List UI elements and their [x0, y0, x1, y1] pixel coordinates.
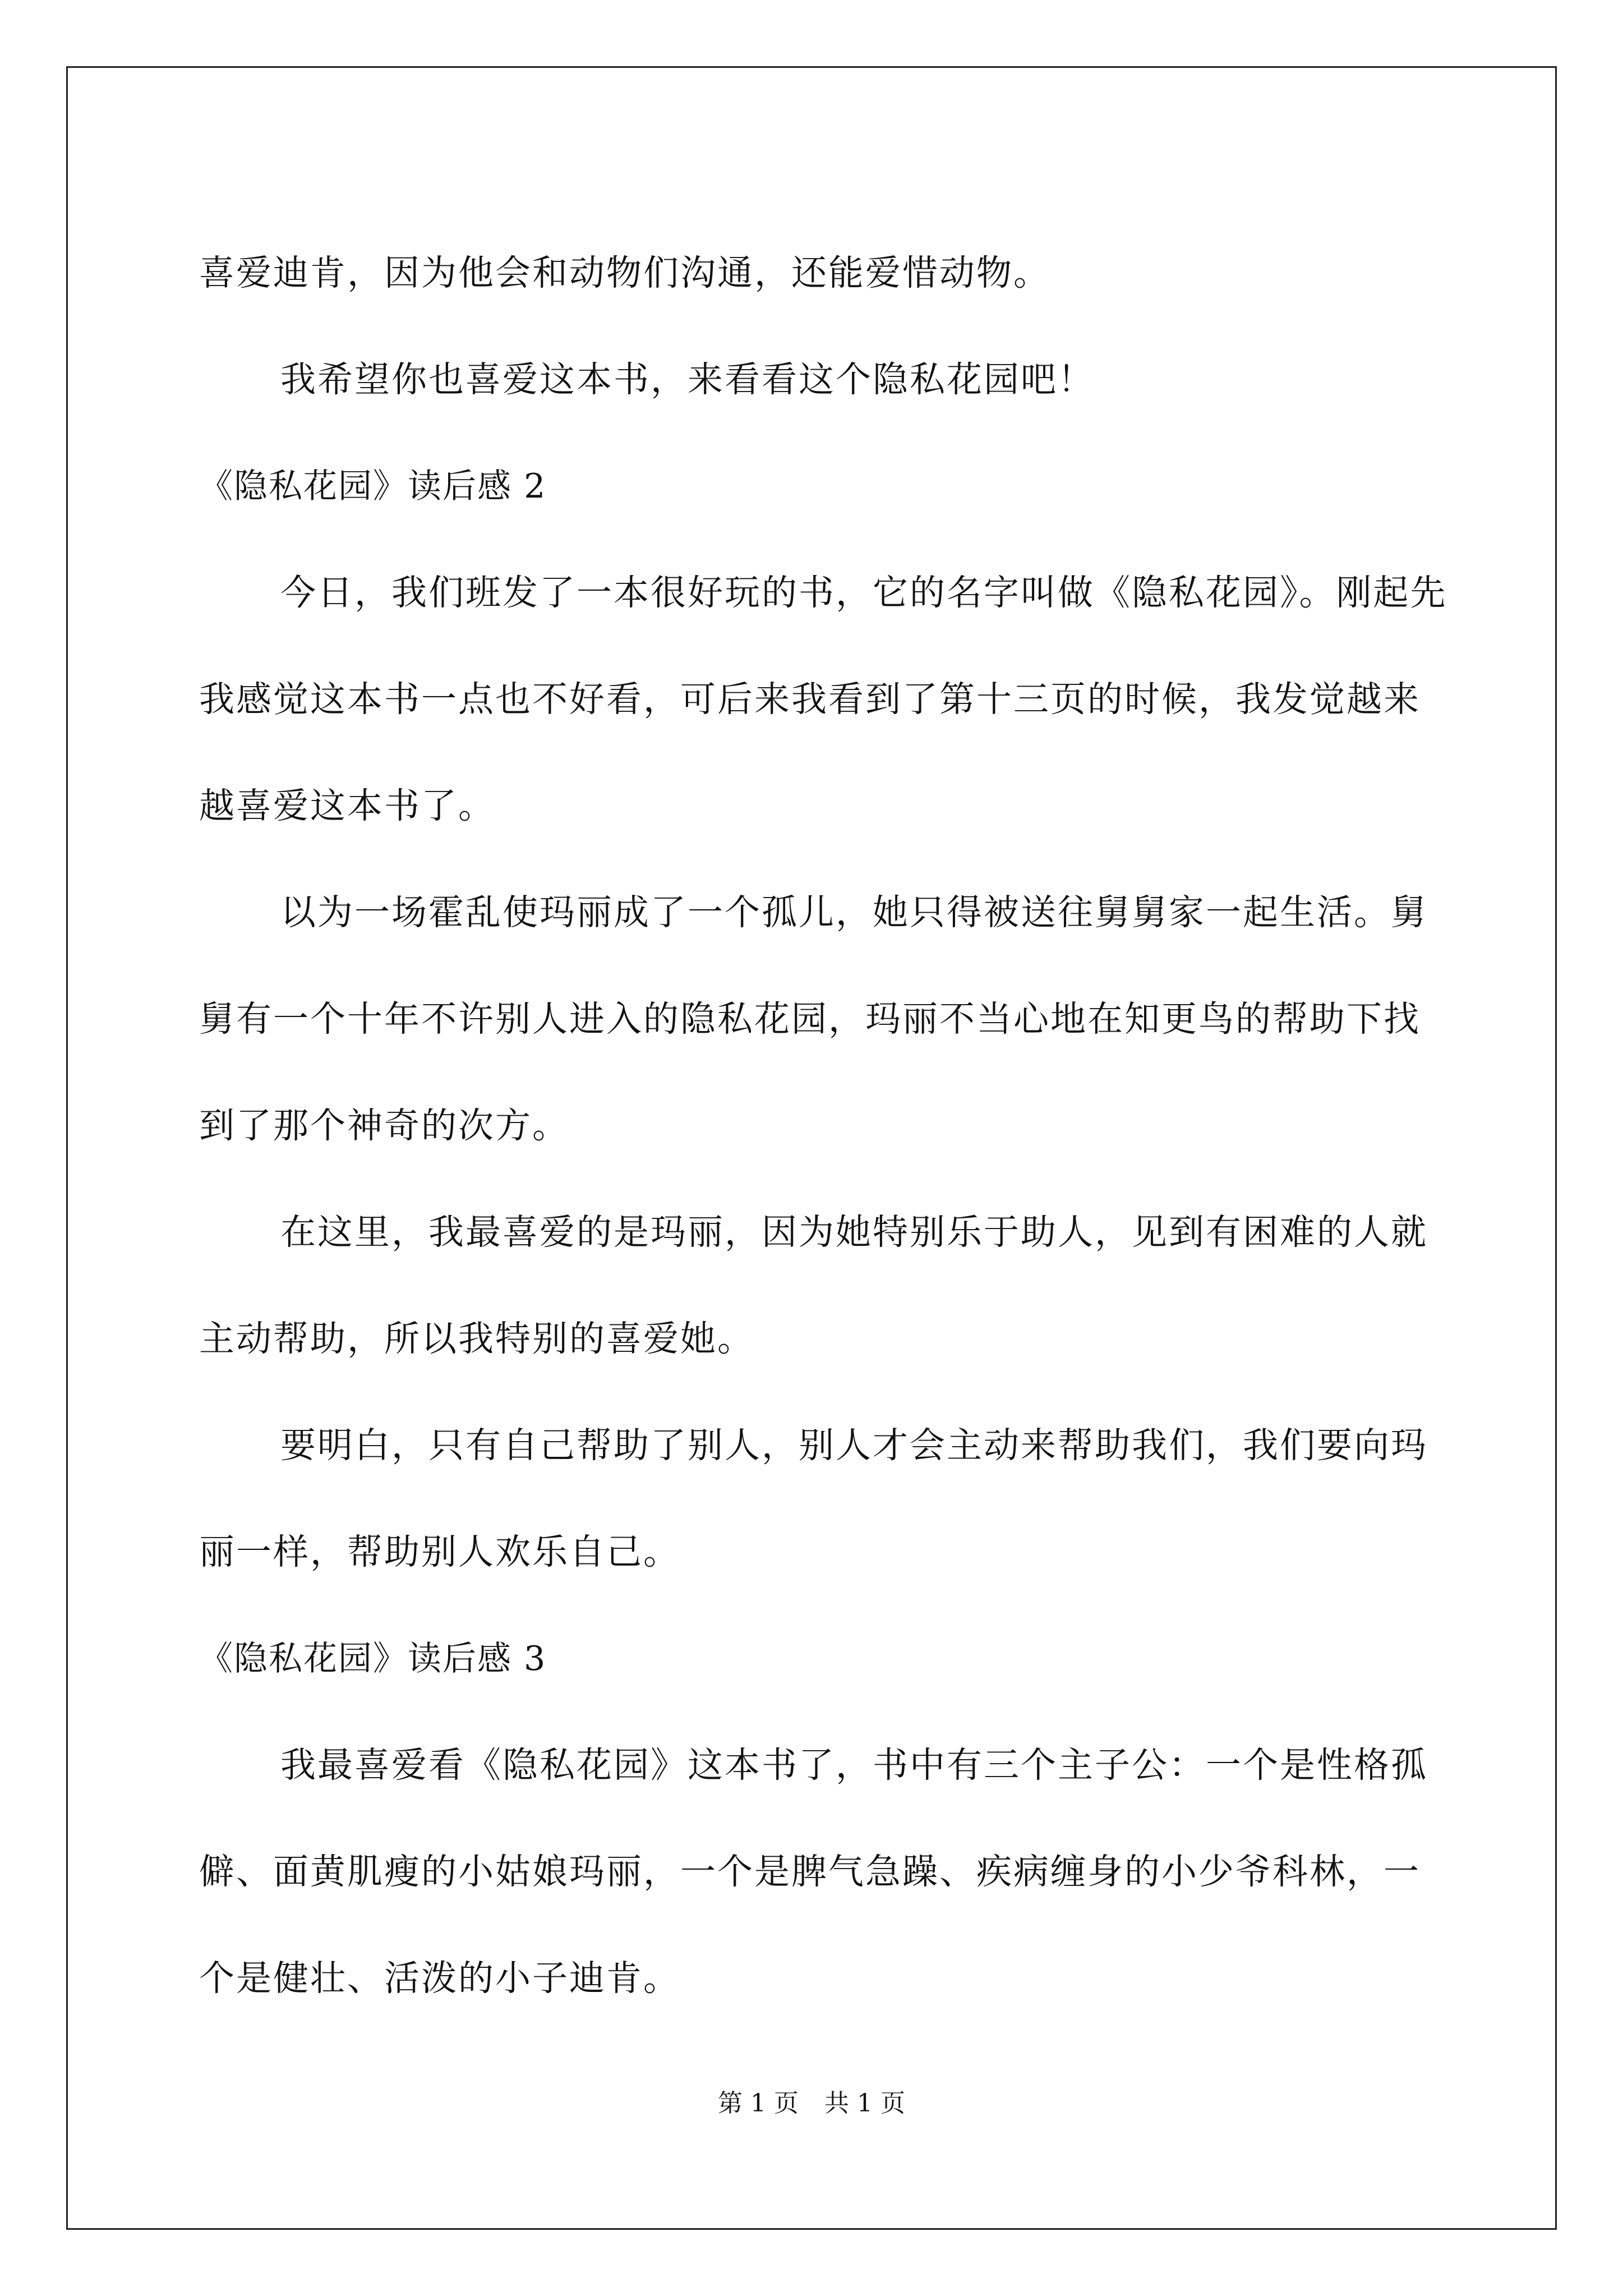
paragraph: 今日，我们班发了一本很好玩的书，它的名字叫做《隐私花园》。刚起先我感觉这本书一点也不好看，可后来我看到了第十三页的时候，我发觉越来越喜爱这本书了。: [199, 572, 1447, 826]
page-footer: [0, 2087, 1623, 2120]
paragraph: 要明白，只有自己帮助了别人，别人才会主动来帮助我们，我们要向玛丽一样，帮助别人欢乐自己。: [199, 1425, 1428, 1572]
page-number: 第 1 页: [718, 2089, 799, 2118]
section-heading: 《隐私花园》读后感 2: [199, 467, 547, 506]
paragraph: 我最喜爱看《隐私花园》这本书了，书中有三个主子公：一个是性格孤僻、面黄肌瘦的小姑娘玛丽，一个是脾气急躁、疾病缠身的小少爷科林，一个是健壮、活泼的小子迪肯。: [199, 1745, 1428, 1999]
paragraph: 以为一场霍乱使玛丽成了一个孤儿，她只得被送往舅舅家一起生活。舅舅有一个十年不许别人进入的隐私花园，玛丽不当心地在知更鸟的帮助下找到了那个神奇的次方。: [199, 892, 1428, 1146]
paragraph: 喜爱迪肯，因为他会和动物们沟通，还能爱惜动物。: [199, 252, 1050, 293]
paragraph: 在这里，我最喜爱的是玛丽，因为她特别乐于助人，见到有困难的人就主动帮助，所以我特别的喜爱她。: [199, 1212, 1428, 1359]
page-total: 共 1 页: [824, 2089, 905, 2118]
section-heading: 《隐私花园》读后感 3: [199, 1639, 547, 1678]
document-body: [199, 220, 1455, 2032]
paragraph: 我希望你也喜爱这本书，来看看这个隐私花园吧！: [280, 359, 1095, 400]
